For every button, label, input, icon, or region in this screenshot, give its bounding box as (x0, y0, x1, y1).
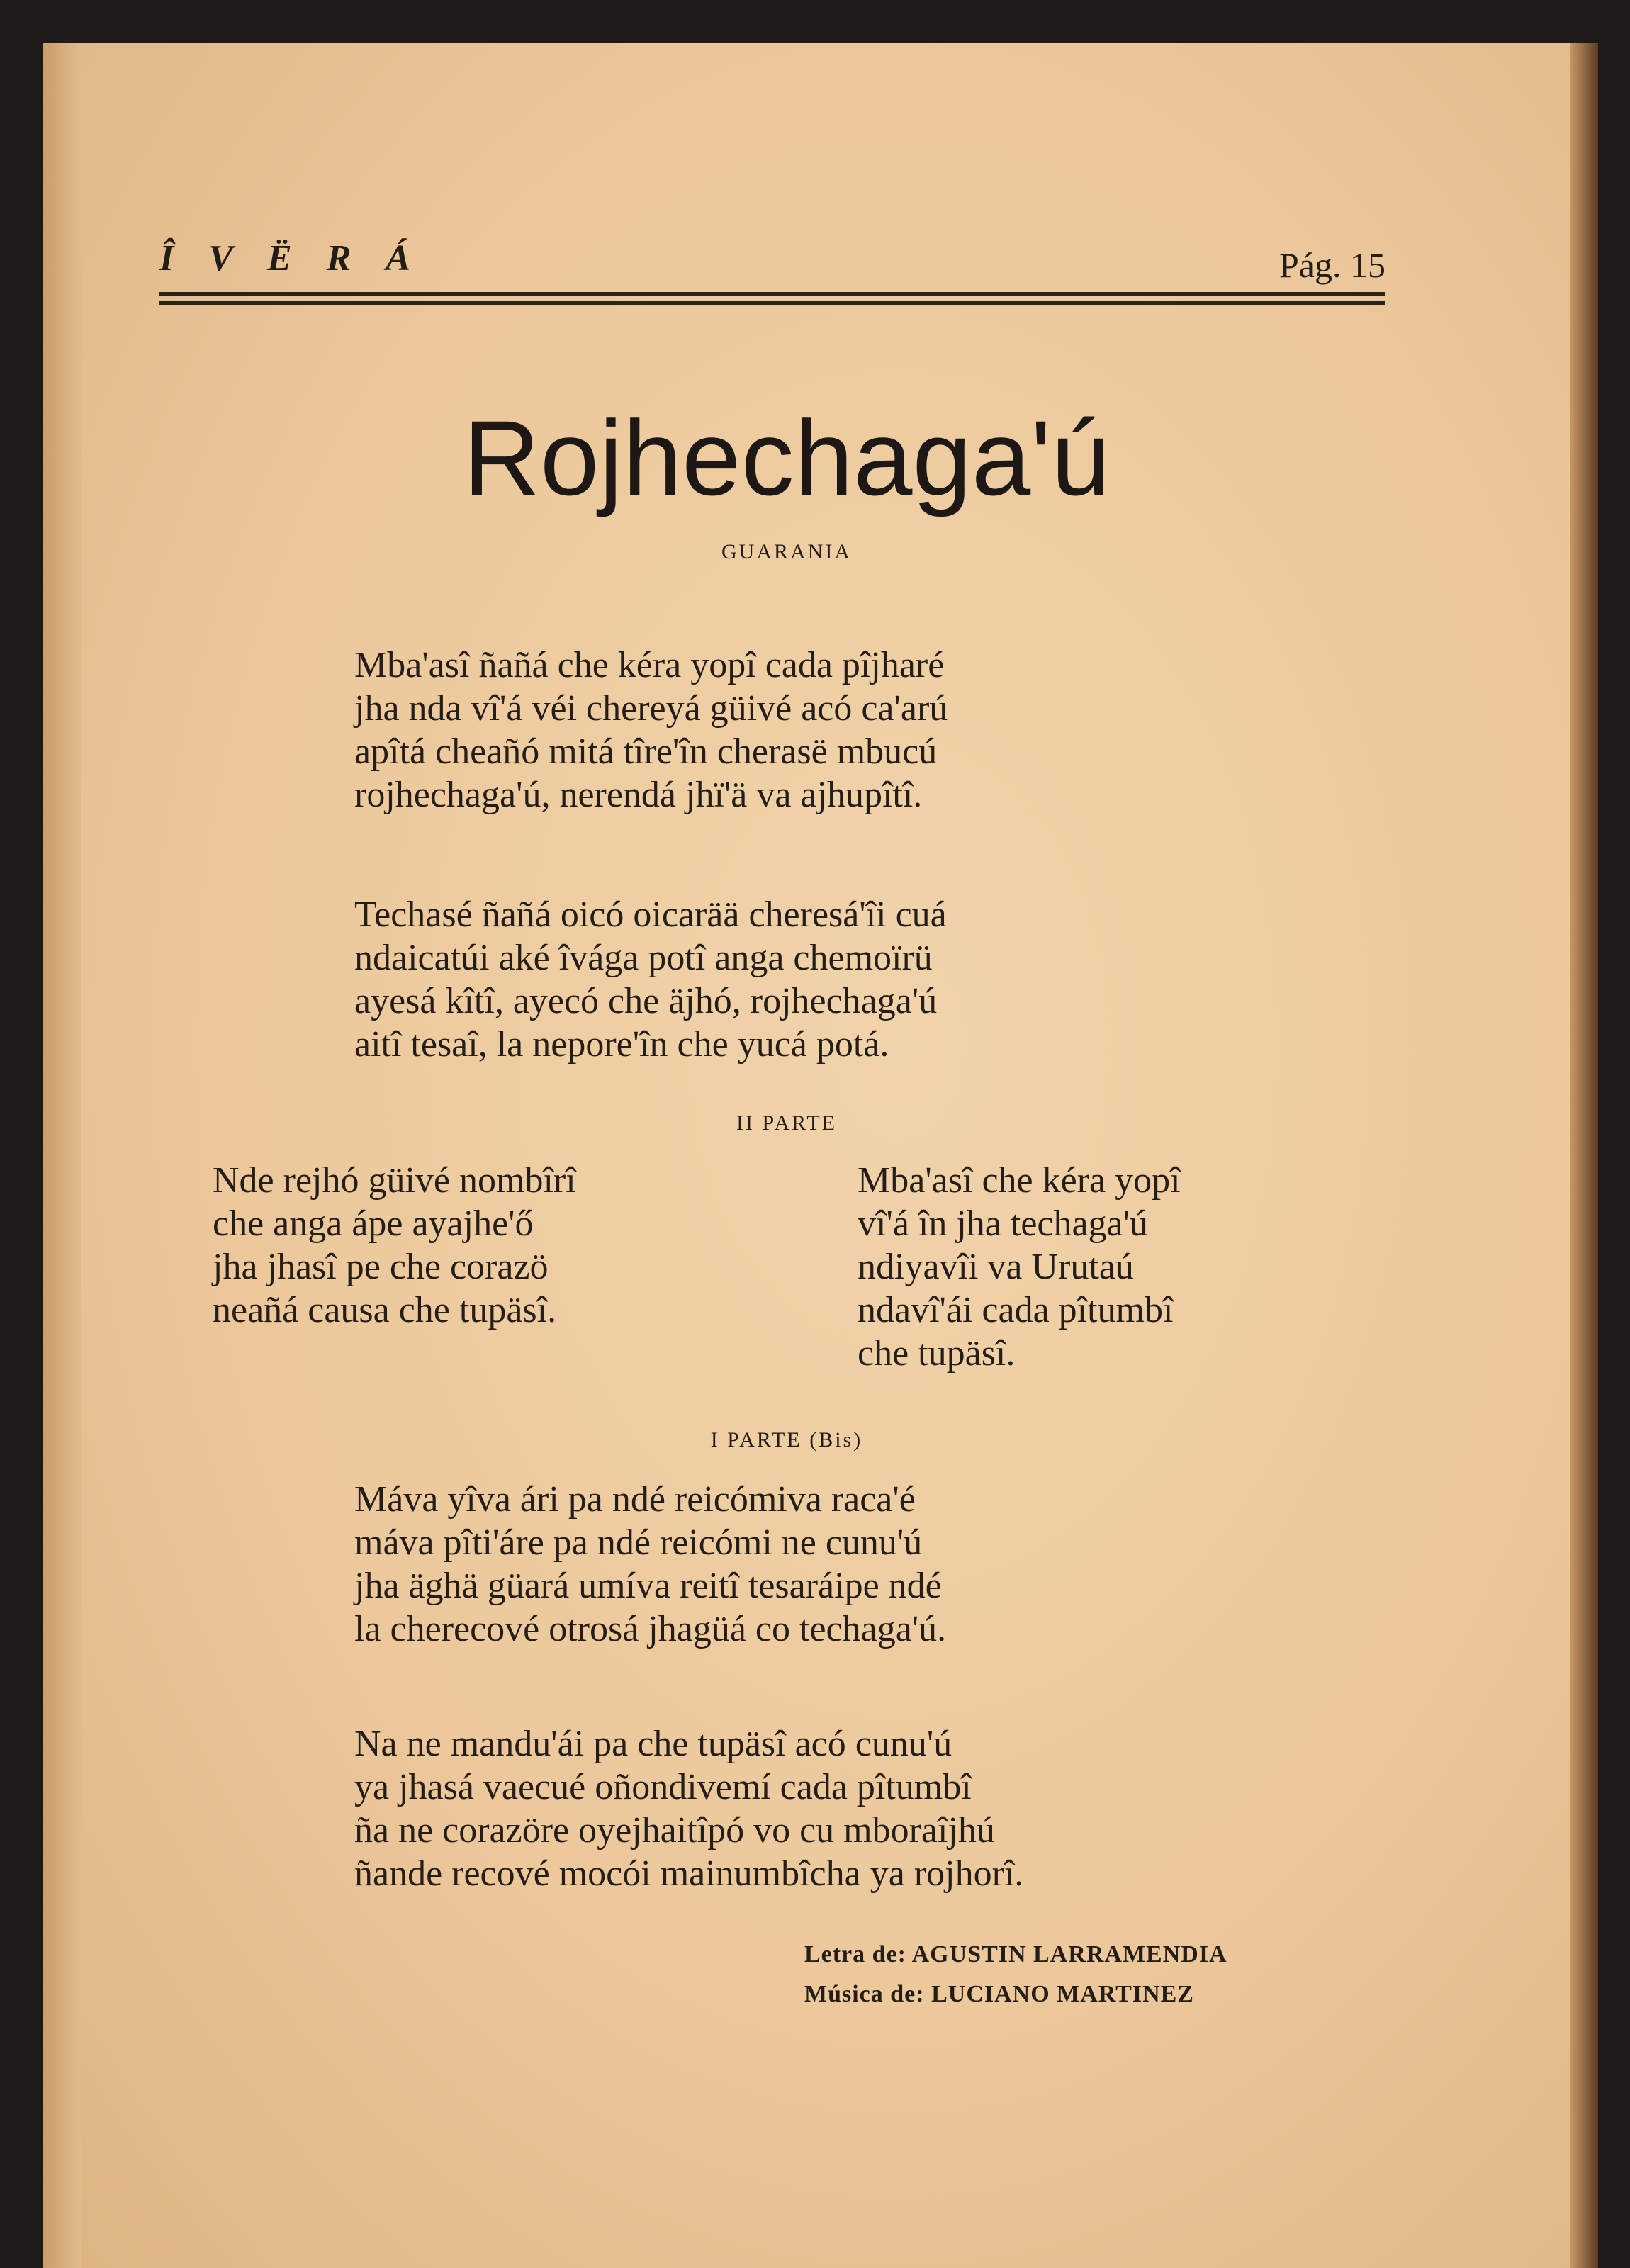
part-2-right-column (858, 1159, 1181, 1375)
verse-line: ayesá kîtî, ayecó che äjhó, rojhechaga'ú (354, 981, 938, 1021)
verse-line: che tupäsî. (858, 1333, 1016, 1374)
page-edge (1570, 43, 1598, 2268)
verse-line: Mba'asî che kéra yopî (858, 1160, 1181, 1201)
verse-line: ndaicatúi aké îvága potî anga chemoïrü (354, 938, 933, 978)
header-rule-top (159, 292, 1386, 296)
verse-line: jha jhasî pe che corazö (213, 1247, 549, 1287)
verse-line: Techasé ñañá oicó oicarää cheresá'îi cuá (354, 894, 947, 935)
verse-line: rojhechaga'ú, nerendá jhï'ä va ajhupîtî. (354, 775, 923, 815)
stanza-2 (354, 893, 947, 1066)
document-page (43, 43, 1598, 2268)
stanza-3 (354, 1478, 946, 1651)
genre-label: GUARANIA (721, 540, 852, 563)
music-credit: Música de: LUCIANO MARTINEZ (804, 1981, 1194, 2007)
verse-line: ñande recové mocói mainumbîcha ya rojhorî. (354, 1853, 1024, 1894)
verse-line: ya jhasá vaecué oñondivemí cada pîtumbî (354, 1767, 972, 1807)
lyrics-credit: Letra de: AGUSTIN LARRAMENDIA (804, 1941, 1227, 1967)
verse-line: che anga ápe ayajhe'ő (213, 1203, 534, 1244)
stanza-1 (354, 644, 948, 816)
verse-line: Nde rejhó güivé nombîrî (213, 1160, 576, 1201)
song-title: Rojhechaga'ú (463, 398, 1111, 517)
verse-line: neañá causa che tupäsî. (213, 1290, 557, 1330)
verse-line: jha nda vî'á véi chereyá güivé acó ca'arú (354, 688, 948, 729)
header-rule-bottom (159, 301, 1386, 305)
verse-line: ndavî'ái cada pîtumbî (858, 1290, 1174, 1330)
credits (804, 1935, 1227, 2014)
section-label-part-2: II PARTE (736, 1111, 837, 1135)
section-label-part-1-bis: I PARTE (Bis) (710, 1428, 863, 1452)
verse-line: aitî tesaî, la nepore'în che yucá potá. (354, 1024, 889, 1065)
page-spine-shadow (43, 43, 82, 2268)
verse-line: ña ne corazöre oyejhaitîpó vo cu mboraîjhú (354, 1810, 995, 1851)
page-number: Pág. 15 (1279, 245, 1386, 285)
verse-line: vî'á în jha techaga'ú (858, 1203, 1149, 1244)
verse-line: apîtá cheañó mitá tîre'în cherasë mbucú (354, 731, 938, 772)
verse-line: Na ne mandu'ái pa che tupäsî acó cunu'ú (354, 1724, 952, 1764)
verse-line: la cherecové otrosá jhagüá co techaga'ú. (354, 1609, 947, 1649)
stanza-4 (354, 1722, 1023, 1895)
verse-line: Mba'asî ñañá che kéra yopî cada pîjharé (354, 645, 945, 685)
verse-line: máva pîti'áre pa ndé reicómi ne cunu'ú (354, 1522, 923, 1563)
magazine-name: Î V Ë R Á (159, 238, 424, 279)
part-2-left-column (213, 1159, 576, 1332)
verse-line: ndiyavîi va Urutaú (858, 1247, 1134, 1287)
verse-line: jha äghä güará umíva reitî tesaráipe ndé (354, 1566, 942, 1606)
verse-line: Máva yîva ári pa ndé reicómiva raca'é (354, 1479, 916, 1520)
